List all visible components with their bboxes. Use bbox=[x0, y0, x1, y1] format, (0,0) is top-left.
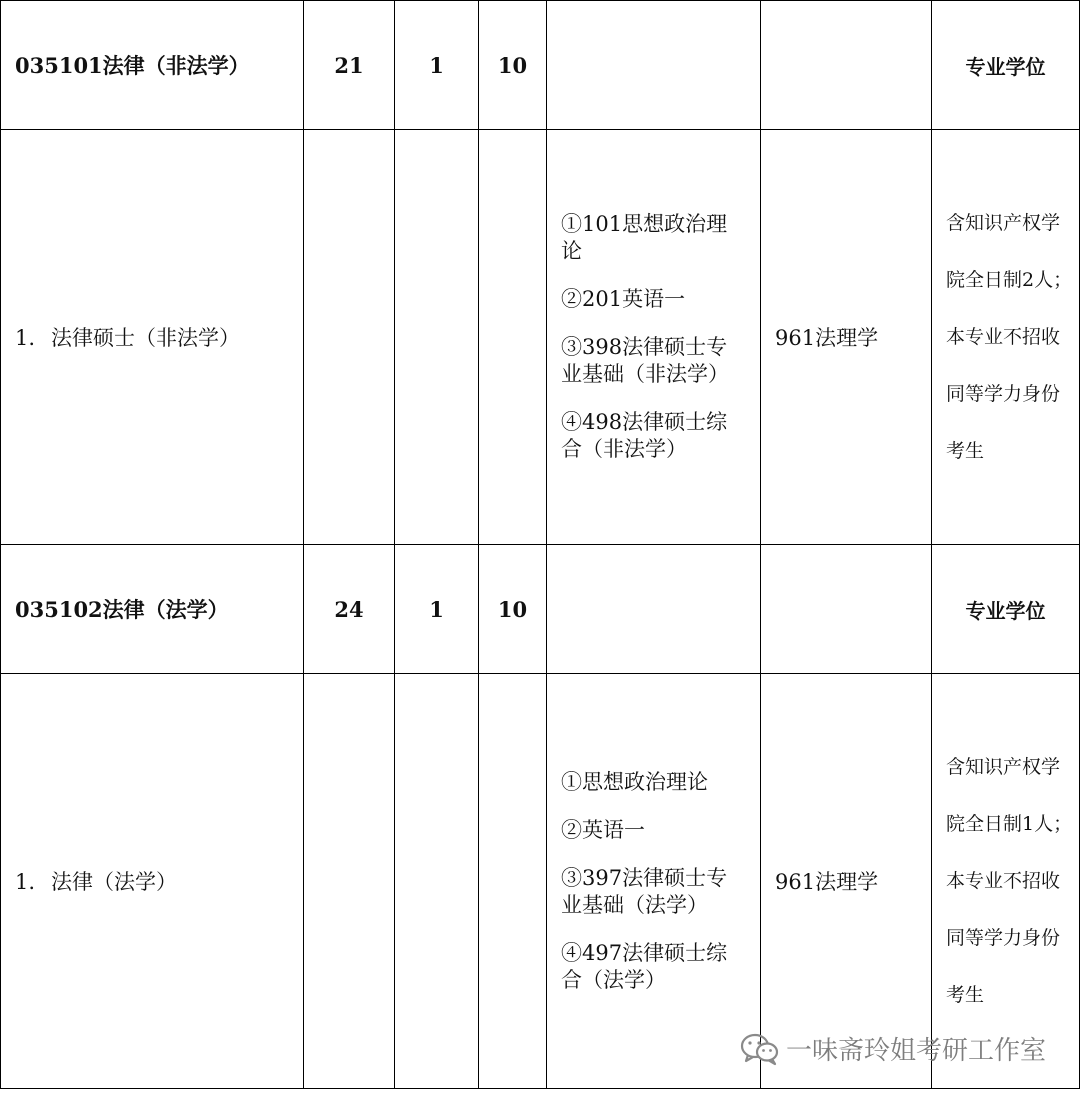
exam-subject: ①101思想政治理论 bbox=[561, 212, 728, 263]
direction-index: 1. bbox=[15, 326, 36, 350]
empty-cell bbox=[479, 130, 547, 545]
exam-subject: ②英语一 bbox=[561, 817, 645, 842]
direction-name bbox=[1, 130, 304, 545]
exam-subject: ②201英语一 bbox=[561, 287, 686, 311]
remark: 含知识产权学院全日制1人；本专业不招收同等学力身份考生 bbox=[932, 674, 1080, 1089]
degree-type: 专业学位 bbox=[932, 545, 1080, 674]
empty-cell bbox=[395, 130, 479, 545]
exam-cell-empty bbox=[547, 1, 761, 130]
retest-cell-empty bbox=[761, 545, 932, 674]
retest-subject: 961法理学 bbox=[761, 674, 932, 1089]
exam-subjects bbox=[547, 130, 761, 545]
major-name: 035102法律（法学） bbox=[1, 545, 304, 674]
major-row bbox=[1, 545, 1080, 674]
empty-cell bbox=[304, 130, 395, 545]
remark: 含知识产权学院全日制2人；本专业不招收同等学力身份考生 bbox=[932, 130, 1080, 545]
quota-b: 10 bbox=[479, 545, 547, 674]
watermark-text: 一味斋玲姐考研工作室 bbox=[785, 1036, 1046, 1066]
empty-cell bbox=[304, 674, 395, 1089]
empty-cell bbox=[395, 674, 479, 1089]
quota-a: 1 bbox=[395, 545, 479, 674]
degree-type: 专业学位 bbox=[932, 1, 1080, 130]
exam-subject: ③397法律硕士专业基础（法学） bbox=[561, 865, 728, 917]
direction-label: 法律硕士（非法学） bbox=[51, 326, 241, 350]
empty-cell bbox=[479, 674, 547, 1089]
retest-cell-empty bbox=[761, 1, 932, 130]
exam-subject: ③398法律硕士专业基础（非法学） bbox=[561, 335, 729, 386]
direction-label: 法律（法学） bbox=[51, 870, 178, 894]
enrollment-count: 24 bbox=[304, 545, 395, 674]
exam-cell-empty bbox=[547, 545, 761, 674]
enrollment-count: 21 bbox=[304, 1, 395, 130]
exam-subject: ④498法律硕士综合（非法学） bbox=[561, 410, 728, 461]
wechat-icon bbox=[740, 1032, 780, 1066]
direction-row bbox=[1, 674, 1080, 1089]
watermark bbox=[740, 1030, 1046, 1067]
quota-a: 1 bbox=[395, 1, 479, 130]
direction-index: 1. bbox=[15, 870, 36, 894]
direction-row bbox=[1, 130, 1080, 545]
quota-b: 10 bbox=[479, 1, 547, 130]
exam-subject: ④497法律硕士综合（法学） bbox=[561, 940, 728, 992]
retest-subject: 961法理学 bbox=[761, 130, 932, 545]
exam-subjects bbox=[547, 674, 761, 1089]
major-name: 035101法律（非法学） bbox=[1, 1, 304, 130]
direction-name bbox=[1, 674, 304, 1089]
major-row bbox=[1, 1, 1080, 130]
exam-subject: ①思想政治理论 bbox=[561, 769, 708, 794]
